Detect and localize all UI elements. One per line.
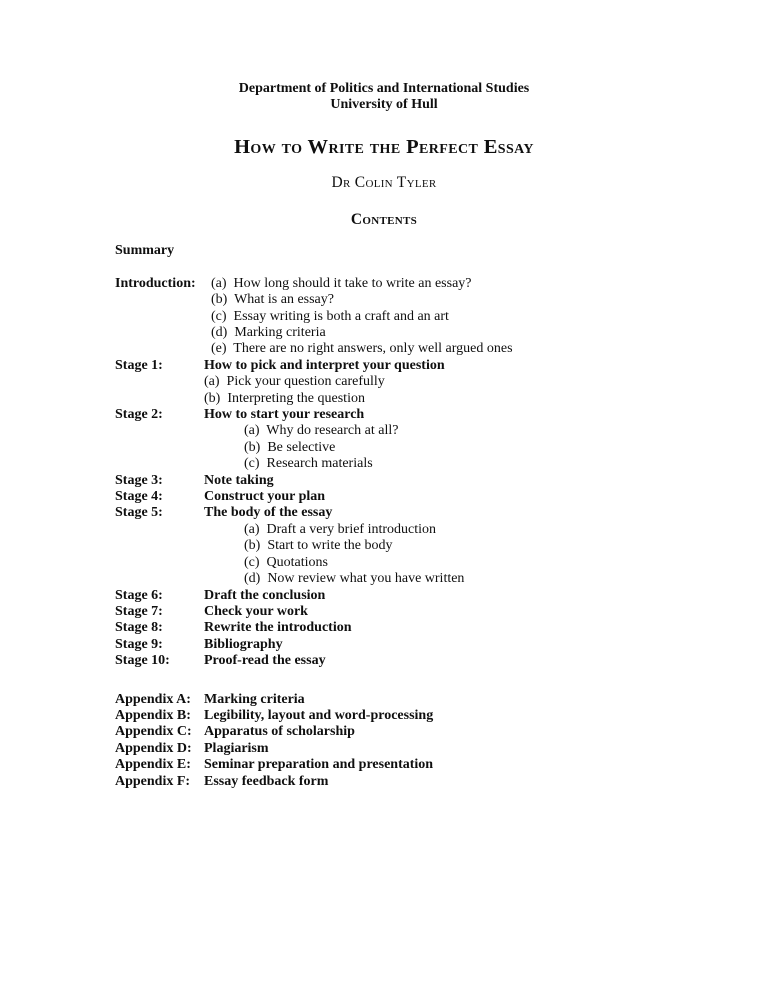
toc-entry-text: (a) How long should it take to write an essay? xyxy=(211,275,472,291)
toc-appendices xyxy=(115,692,728,790)
toc-entry xyxy=(115,407,728,423)
toc-entry xyxy=(115,522,728,538)
toc-summary xyxy=(115,243,728,259)
toc-entry-label: Stage 8: xyxy=(115,620,163,636)
toc-appendix-row-label: Appendix E: xyxy=(115,757,191,773)
toc-entry-label: Stage 3: xyxy=(115,472,163,488)
toc-entry-label: Stage 5: xyxy=(115,505,163,521)
toc-entry-label: Stage 6: xyxy=(115,587,163,603)
toc-entry-text: (e) There are no right answers, only well argued ones xyxy=(211,341,513,357)
toc-appendix-row-label: Appendix C: xyxy=(115,724,192,740)
toc-entry xyxy=(115,423,728,439)
toc-entry xyxy=(115,341,728,357)
toc-appendix-row-label: Appendix F: xyxy=(115,773,191,789)
toc-entry-text: Note taking xyxy=(204,472,274,488)
toc-entry-text: Bibliography xyxy=(204,636,283,652)
toc-entry xyxy=(115,374,728,390)
toc-entry-text: (c) Essay writing is both a craft and an art xyxy=(211,308,449,324)
university-name: University of Hull xyxy=(330,97,438,113)
toc-entry xyxy=(115,473,728,489)
toc-entry xyxy=(115,505,728,521)
toc-entry xyxy=(115,604,728,620)
toc-entry-text: How to start your research xyxy=(204,407,365,423)
toc-appendix-row-text: Legibility, layout and word-processing xyxy=(204,707,434,723)
toc-entries xyxy=(115,276,728,670)
toc-entry-text: (b) Interpreting the question xyxy=(204,390,365,406)
toc-appendix-row-text: Seminar preparation and presentation xyxy=(204,757,434,773)
toc-appendix-row-label: Appendix A: xyxy=(115,691,191,707)
toc-entry xyxy=(115,588,728,604)
toc-appendix-row-text: Essay feedback form xyxy=(204,773,329,789)
document-header xyxy=(0,81,768,114)
toc-entry xyxy=(115,538,728,554)
toc-appendix-row-label: Appendix D: xyxy=(115,740,192,756)
toc-appendix-row xyxy=(115,741,728,757)
toc-entry xyxy=(115,571,728,587)
toc-entry-text: The body of the essay xyxy=(204,505,333,521)
toc-entry-text: (d) Marking criteria xyxy=(211,325,326,341)
toc-entry-text: (a) Why do research at all? xyxy=(244,423,399,439)
toc-entry xyxy=(115,653,728,669)
table-of-contents xyxy=(115,243,728,790)
toc-entry xyxy=(115,391,728,407)
toc-entry-text: Proof-read the essay xyxy=(204,653,326,669)
toc-appendix-row xyxy=(115,692,728,708)
toc-entry xyxy=(115,358,728,374)
toc-entry xyxy=(115,325,728,341)
toc-appendix-row-text: Plagiarism xyxy=(204,740,269,756)
document-author: Dr Colin Tyler xyxy=(331,174,437,191)
toc-entry xyxy=(115,456,728,472)
contents-heading: Contents xyxy=(350,211,418,228)
toc-entry xyxy=(115,309,728,325)
toc-entry-text: Draft the conclusion xyxy=(204,587,326,603)
toc-entry xyxy=(115,620,728,636)
toc-appendix-row xyxy=(115,774,728,790)
toc-entry-label: Stage 4: xyxy=(115,489,163,505)
toc-entry-text: (a) Draft a very brief introduction xyxy=(244,521,437,537)
toc-entry-text: (a) Pick your question carefully xyxy=(204,374,385,390)
toc-entry-text: Construct your plan xyxy=(204,489,326,505)
toc-entry-label: Stage 9: xyxy=(115,636,163,652)
toc-entry-text: (c) Quotations xyxy=(244,554,328,570)
toc-entry-label: Stage 7: xyxy=(115,603,163,619)
toc-entry xyxy=(115,276,728,292)
toc-appendix-row xyxy=(115,757,728,773)
toc-appendix-row-text: Apparatus of scholarship xyxy=(204,724,355,740)
toc-entry xyxy=(115,440,728,456)
toc-entry-text: (c) Research materials xyxy=(244,456,373,472)
toc-appendix-row xyxy=(115,708,728,724)
toc-entry-text: How to pick and interpret your question xyxy=(204,357,445,373)
toc-appendix-row xyxy=(115,724,728,740)
toc-summary-label: Summary xyxy=(115,243,175,258)
toc-entry-label: Stage 2: xyxy=(115,407,163,423)
toc-entry-label: Stage 1: xyxy=(115,357,163,373)
toc-appendix-row-label: Appendix B: xyxy=(115,707,191,723)
toc-entry xyxy=(115,637,728,653)
toc-entry-text: (d) Now review what you have written xyxy=(244,571,465,587)
toc-entry-text: (b) What is an essay? xyxy=(211,292,334,308)
toc-entry-text: (b) Start to write the body xyxy=(244,538,393,554)
toc-entry xyxy=(115,292,728,308)
document-title: How to Write the Perfect Essay xyxy=(234,136,534,158)
toc-entry-label: Stage 10: xyxy=(115,653,170,669)
toc-entry-text: (b) Be selective xyxy=(244,439,336,455)
toc-entry-text: Rewrite the introduction xyxy=(204,620,352,636)
toc-appendix-row-text: Marking criteria xyxy=(204,691,305,707)
toc-entry-label: Introduction: xyxy=(115,275,196,291)
toc-entry xyxy=(115,489,728,505)
toc-entry-text: Check your work xyxy=(204,603,308,619)
department-name: Department of Politics and International Studies xyxy=(238,81,530,96)
toc-entry xyxy=(115,555,728,571)
